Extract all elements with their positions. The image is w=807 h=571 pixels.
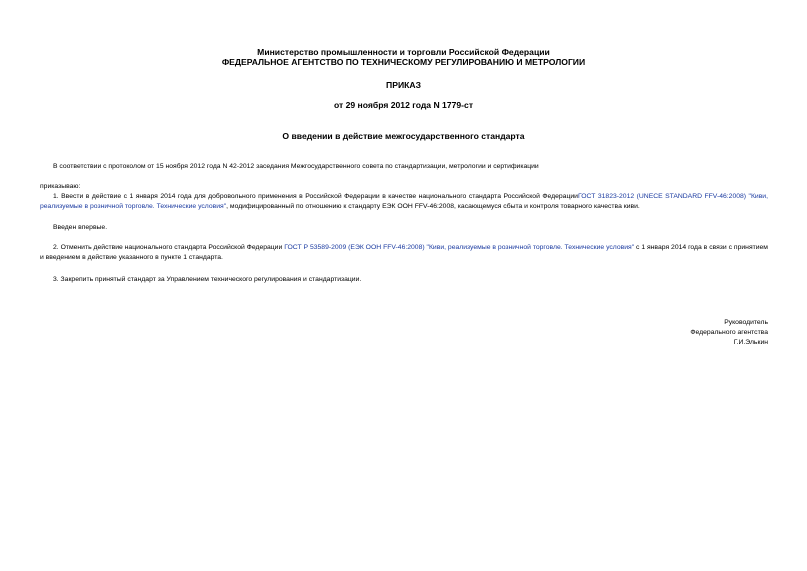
document-date-number: от 29 ноября 2012 года N 1779-ст: [333, 100, 474, 110]
item-3-paragraph: 3. Закрепить принятый стандарт за Управлением технического регулирования и стандартизации.: [53, 276, 362, 283]
item-1-paragraph: [40, 192, 768, 213]
gost-31823-link[interactable]: ГОСТ 31823-2012 (UNECE STANDARD FFV-46:2008) "Киви, реализуемые в розничной торговле. Технические условия": [40, 193, 768, 211]
signature-position-line-2: Федерального агентства: [690, 329, 768, 336]
item-2-text-after: с 1 января 2014 года в связи с принятием и введением в действие указанного в пункте 1 стандарта.: [40, 244, 768, 262]
ministry-name: Министерство промышленности и торговли Российской Федерации: [257, 47, 550, 57]
order-word: приказываю:: [40, 183, 81, 190]
agency-name: ФЕДЕРАЛЬНОЕ АГЕНТСТВО ПО ТЕХНИЧЕСКОМУ РЕГУЛИРОВАНИЮ И МЕТРОЛОГИИ: [221, 57, 586, 67]
gost-r-53589-link[interactable]: ГОСТ Р 53589-2009 (ЕЭК ООН FFV-46:2008) "Киви, реализуемые в розничной торговле. Технические условия": [284, 244, 635, 251]
first-introduced-note: Введен впервые.: [53, 224, 108, 231]
item-2-text-before: 2. Отменить действие национального стандарта Российской Федерации: [53, 244, 285, 251]
signature-name: Г.И.Элькин: [733, 339, 768, 346]
item-2-paragraph: [40, 243, 768, 264]
intro-paragraph: В соответствии с протоколом от 15 ноября 2012 года N 42-2012 заседания Межгосударственного совета по стандартизации, метрологии и сертификации: [53, 163, 539, 170]
item-1-text-after: , модифицированный по отношению к стандарту ЕЭК ООН FFV-46:2008, касающемуся сбыта и контроля товарного качества киви.: [226, 203, 640, 211]
document-type: ПРИКАЗ: [386, 80, 421, 90]
document-subject: О введении в действие межгосударственного стандарта: [282, 131, 525, 141]
signature-position-line-1: Руководитель: [724, 319, 768, 326]
item-1-text-before: 1. Ввести в действие с 1 января 2014 года для добровольного применения в Российской Федерации в качестве национального стандарта Российской Федерации: [53, 193, 578, 200]
